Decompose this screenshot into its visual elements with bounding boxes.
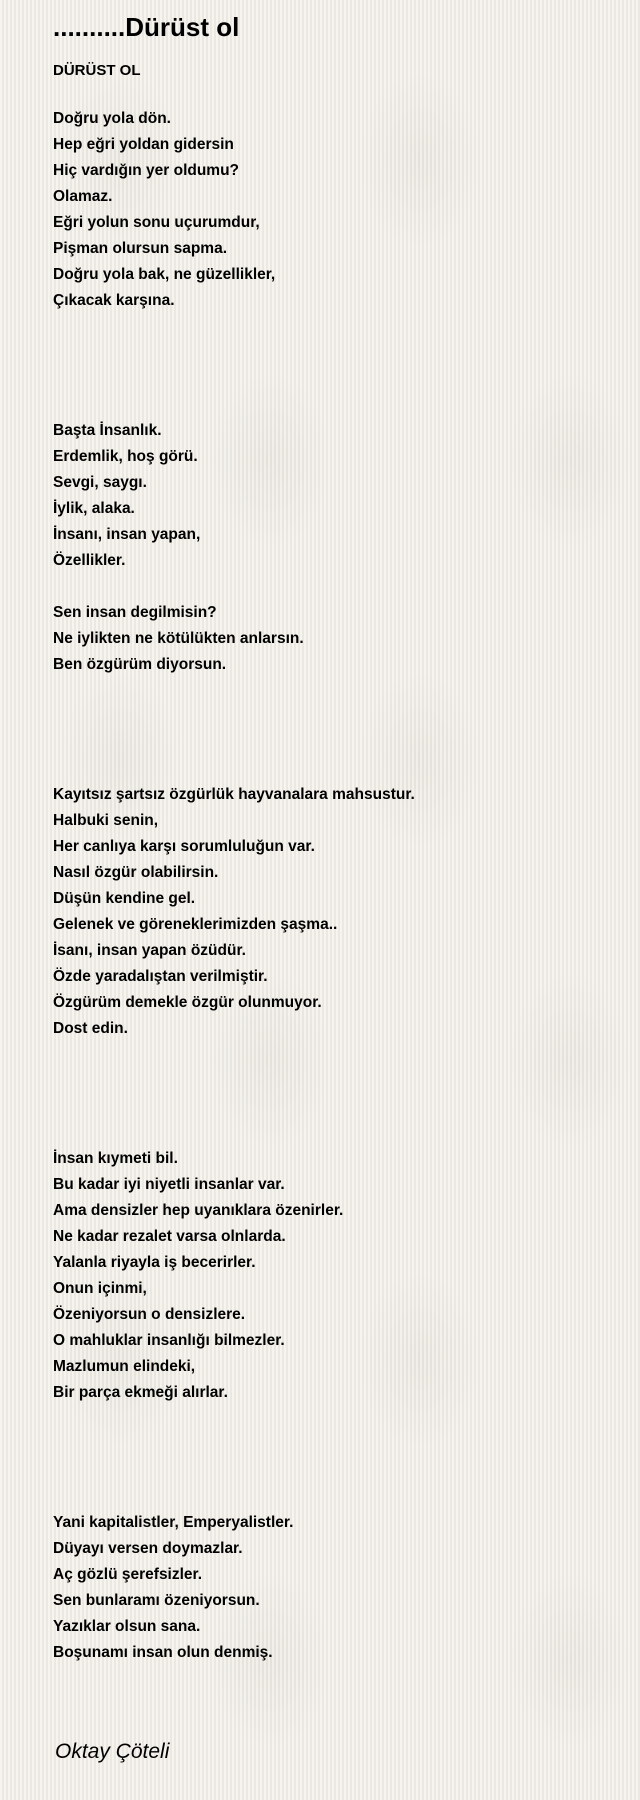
poem-line: Bu kadar iyi niyetli insanlar var. xyxy=(53,1176,285,1193)
poem-line xyxy=(53,1094,613,1120)
poem-line: Ne kadar rezalet varsa olnlarda. xyxy=(53,1228,286,1245)
poem-line: Ama densizler hep uyanıklara özenirler. xyxy=(53,1202,344,1219)
poem-line xyxy=(53,1458,613,1484)
poem-line: Başta İnsanlık. xyxy=(53,422,162,439)
poem-line: Olamaz. xyxy=(53,188,113,205)
poem-line: İnsanı, insan yapan, xyxy=(53,526,201,543)
poem-line xyxy=(53,1042,613,1068)
poem-line xyxy=(53,1068,613,1094)
poem-page xyxy=(53,10,613,1666)
poem-line xyxy=(53,1484,613,1510)
poem-line: Nasıl özgür olabilirsin. xyxy=(53,864,219,881)
poem-line: Sen bunlaramı özeniyorsun. xyxy=(53,1592,260,1609)
poem-line: Özgürüm demekle özgür olunmuyor. xyxy=(53,994,322,1011)
poem-line: Aç gözlü şerefsizler. xyxy=(53,1566,203,1583)
poem-line: Her canlıya karşı sorumluluğun var. xyxy=(53,838,315,855)
poem-line: İylik, alaka. xyxy=(53,500,135,517)
poem-line xyxy=(53,1120,613,1146)
poem-line: Mazlumun elindeki, xyxy=(53,1358,196,1375)
poem-line: Yazıklar olsun sana. xyxy=(53,1618,201,1635)
poem-line: Eğri yolun sonu uçurumdur, xyxy=(53,214,260,231)
poem-body xyxy=(53,106,613,1666)
poem-line: Hiç vardığın yer oldumu? xyxy=(53,162,240,179)
poem-line: Doğru yola bak, ne güzellikler, xyxy=(53,266,276,283)
poem-line: Sevgi, saygı. xyxy=(53,474,147,491)
poem-line: Yalanla riyayla iş becerirler. xyxy=(53,1254,256,1271)
poem-line: Çıkacak karşına. xyxy=(53,292,175,309)
poem-line: Kayıtsız şartsız özgürlük hayvanalara mahsustur. xyxy=(53,786,415,803)
poem-line: Düyayı versen doymazlar. xyxy=(53,1540,243,1557)
poem-line: Boşunamı insan olun denmiş. xyxy=(53,1644,273,1661)
poem-line: Erdemlik, hoş görü. xyxy=(53,448,198,465)
poem-line: Ben özgürüm diyorsun. xyxy=(53,656,227,673)
poem-line xyxy=(53,1406,613,1432)
poem-line: Özellikler. xyxy=(53,552,126,569)
poem-line xyxy=(53,756,613,782)
poem-line: Gelenek ve göreneklerimizden şaşma.. xyxy=(53,916,338,933)
poem-line: Bir parça ekmeği alırlar. xyxy=(53,1384,228,1401)
author-name: Oktay Çöteli xyxy=(55,1740,170,1763)
poem-line xyxy=(53,1432,613,1458)
poem-line xyxy=(53,704,613,730)
poem-line: Dost edin. xyxy=(53,1020,128,1037)
poem-line: İsanı, insan yapan özüdür. xyxy=(53,942,246,959)
poem-line xyxy=(53,340,613,366)
poem-line: Düşün kendine gel. xyxy=(53,890,196,907)
poem-line: Hep eğri yoldan gidersin xyxy=(53,136,234,153)
poem-line xyxy=(53,366,613,392)
poem-line: Onun içinmi, xyxy=(53,1280,147,1297)
poem-line xyxy=(53,678,613,704)
poem-line: Halbuki senin, xyxy=(53,812,159,829)
poem-line: Doğru yola dön. xyxy=(53,110,171,127)
poem-line: Özde yaradalıştan verilmiştir. xyxy=(53,968,268,985)
poem-line: Ne iylikten ne kötülükten anlarsın. xyxy=(53,630,304,647)
poem-line: Pişman olursun sapma. xyxy=(53,240,227,257)
poem-line xyxy=(53,730,613,756)
page-title: ..........Dürüst ol xyxy=(53,12,240,42)
poem-line: O mahluklar insanlığı bilmezler. xyxy=(53,1332,285,1349)
poem-line: Özeniyorsun o densizlere. xyxy=(53,1306,246,1323)
poem-subtitle: DÜRÜST OL xyxy=(53,62,141,79)
poem-line: Yani kapitalistler, Emperyalistler. xyxy=(53,1514,294,1531)
poem-line xyxy=(53,574,613,600)
poem-line: Sen insan degilmisin? xyxy=(53,604,217,621)
poem-line xyxy=(53,392,613,418)
poem-line xyxy=(53,314,613,340)
poem-line: İnsan kıymeti bil. xyxy=(53,1150,178,1167)
